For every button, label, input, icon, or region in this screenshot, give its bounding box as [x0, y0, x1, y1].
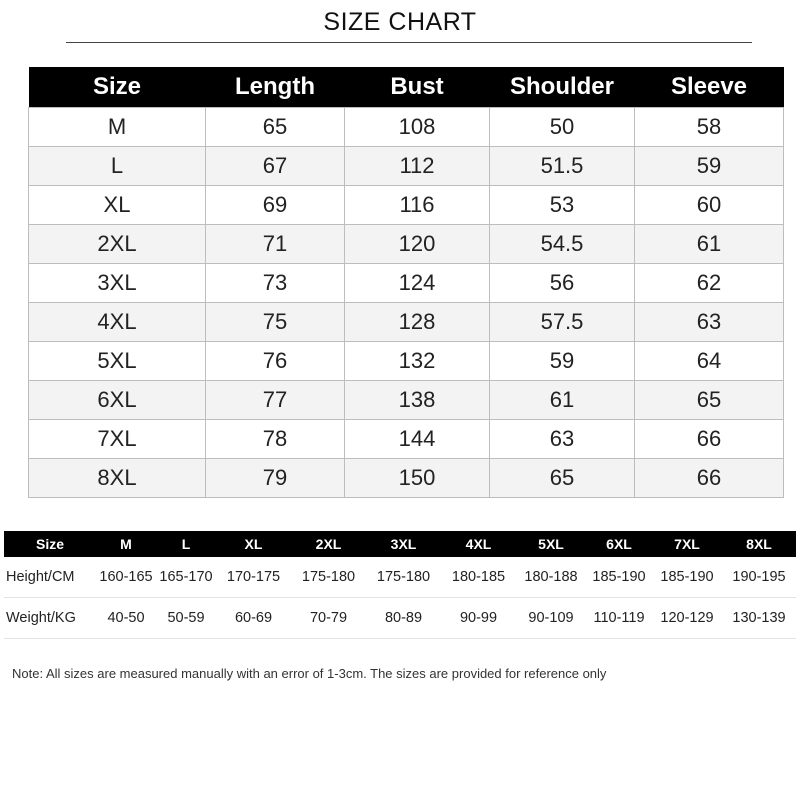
size-table-header	[29, 67, 784, 108]
header-cell: Sleeve	[635, 67, 784, 108]
table-cell: 59	[635, 147, 784, 186]
header-cell: Size	[4, 531, 96, 557]
page-title: SIZE CHART	[323, 8, 477, 36]
table-cell: 51.5	[490, 147, 635, 186]
table-cell: 63	[635, 303, 784, 342]
table-cell: 77	[206, 381, 345, 420]
table-cell: 65	[490, 459, 635, 498]
table-cell: 120	[345, 225, 490, 264]
table-cell: 165-170	[156, 557, 216, 598]
table-cell: 50	[490, 108, 635, 147]
table-cell: 112	[345, 147, 490, 186]
table-cell: 69	[206, 186, 345, 225]
table-cell: 138	[345, 381, 490, 420]
table-cell: 90-99	[441, 598, 516, 639]
table-cell: 180-188	[516, 557, 586, 598]
header-cell: Bust	[345, 67, 490, 108]
table-cell: 5XL	[29, 342, 206, 381]
table-cell: 58	[635, 108, 784, 147]
table-cell: 6XL	[29, 381, 206, 420]
table-cell: 120-129	[652, 598, 722, 639]
table-cell: XL	[29, 186, 206, 225]
table-cell: 2XL	[29, 225, 206, 264]
table-row	[29, 186, 784, 225]
header-cell: XL	[216, 531, 291, 557]
table-cell: 7XL	[29, 420, 206, 459]
fit-table	[4, 531, 796, 639]
header-cell: 2XL	[291, 531, 366, 557]
table-cell: 124	[345, 264, 490, 303]
table-cell: 3XL	[29, 264, 206, 303]
table-cell: 132	[345, 342, 490, 381]
table-cell: 130-139	[722, 598, 796, 639]
table-cell: 150	[345, 459, 490, 498]
header-cell: Shoulder	[490, 67, 635, 108]
table-cell: 71	[206, 225, 345, 264]
table-cell: 8XL	[29, 459, 206, 498]
table-cell: 64	[635, 342, 784, 381]
table-cell: 78	[206, 420, 345, 459]
table-cell: 40-50	[96, 598, 156, 639]
table-cell: 61	[635, 225, 784, 264]
table-cell: 185-190	[652, 557, 722, 598]
table-cell: 66	[635, 420, 784, 459]
table-cell: L	[29, 147, 206, 186]
table-cell: 75	[206, 303, 345, 342]
title-divider	[66, 42, 752, 43]
table-cell: 110-119	[586, 598, 652, 639]
table-cell: 63	[490, 420, 635, 459]
table-row	[29, 147, 784, 186]
table-cell: M	[29, 108, 206, 147]
table-row	[29, 459, 784, 498]
table-cell: 175-180	[291, 557, 366, 598]
table-cell: 59	[490, 342, 635, 381]
header-cell: L	[156, 531, 216, 557]
table-row	[4, 598, 796, 639]
fit-table-header	[4, 531, 796, 557]
table-cell: 180-185	[441, 557, 516, 598]
table-cell: 79	[206, 459, 345, 498]
table-cell: 53	[490, 186, 635, 225]
table-row	[29, 420, 784, 459]
table-row	[29, 108, 784, 147]
table-cell: 90-109	[516, 598, 586, 639]
table-cell: 144	[345, 420, 490, 459]
table-cell: 56	[490, 264, 635, 303]
header-cell: Size	[29, 67, 206, 108]
size-table	[28, 67, 784, 498]
table-cell: 66	[635, 459, 784, 498]
table-cell: 175-180	[366, 557, 441, 598]
header-cell: 3XL	[366, 531, 441, 557]
table-cell: 185-190	[586, 557, 652, 598]
table-cell: 170-175	[216, 557, 291, 598]
table-cell: 116	[345, 186, 490, 225]
row-label: Weight/KG	[4, 598, 96, 639]
table-cell: 108	[345, 108, 490, 147]
header-cell: 8XL	[722, 531, 796, 557]
table-row	[29, 225, 784, 264]
table-cell: 65	[635, 381, 784, 420]
header-cell: 4XL	[441, 531, 516, 557]
table-cell: 65	[206, 108, 345, 147]
table-cell: 60	[635, 186, 784, 225]
table-cell: 54.5	[490, 225, 635, 264]
table-cell: 80-89	[366, 598, 441, 639]
table-cell: 128	[345, 303, 490, 342]
table-row	[29, 342, 784, 381]
table-cell: 76	[206, 342, 345, 381]
table-cell: 70-79	[291, 598, 366, 639]
header-cell: 6XL	[586, 531, 652, 557]
table-cell: 57.5	[490, 303, 635, 342]
table-row	[4, 557, 796, 598]
header-cell: Length	[206, 67, 345, 108]
measurement-note: Note: All sizes are measured manually with an error of 1-3cm. The sizes are provided for reference only	[12, 666, 607, 681]
header-cell: M	[96, 531, 156, 557]
table-row	[29, 303, 784, 342]
table-cell: 50-59	[156, 598, 216, 639]
row-label: Height/CM	[4, 557, 96, 598]
table-cell: 60-69	[216, 598, 291, 639]
table-cell: 61	[490, 381, 635, 420]
table-cell: 160-165	[96, 557, 156, 598]
table-cell: 62	[635, 264, 784, 303]
table-cell: 190-195	[722, 557, 796, 598]
table-row	[29, 264, 784, 303]
header-cell: 5XL	[516, 531, 586, 557]
table-cell: 73	[206, 264, 345, 303]
table-cell: 4XL	[29, 303, 206, 342]
table-cell: 67	[206, 147, 345, 186]
header-cell: 7XL	[652, 531, 722, 557]
table-row	[29, 381, 784, 420]
